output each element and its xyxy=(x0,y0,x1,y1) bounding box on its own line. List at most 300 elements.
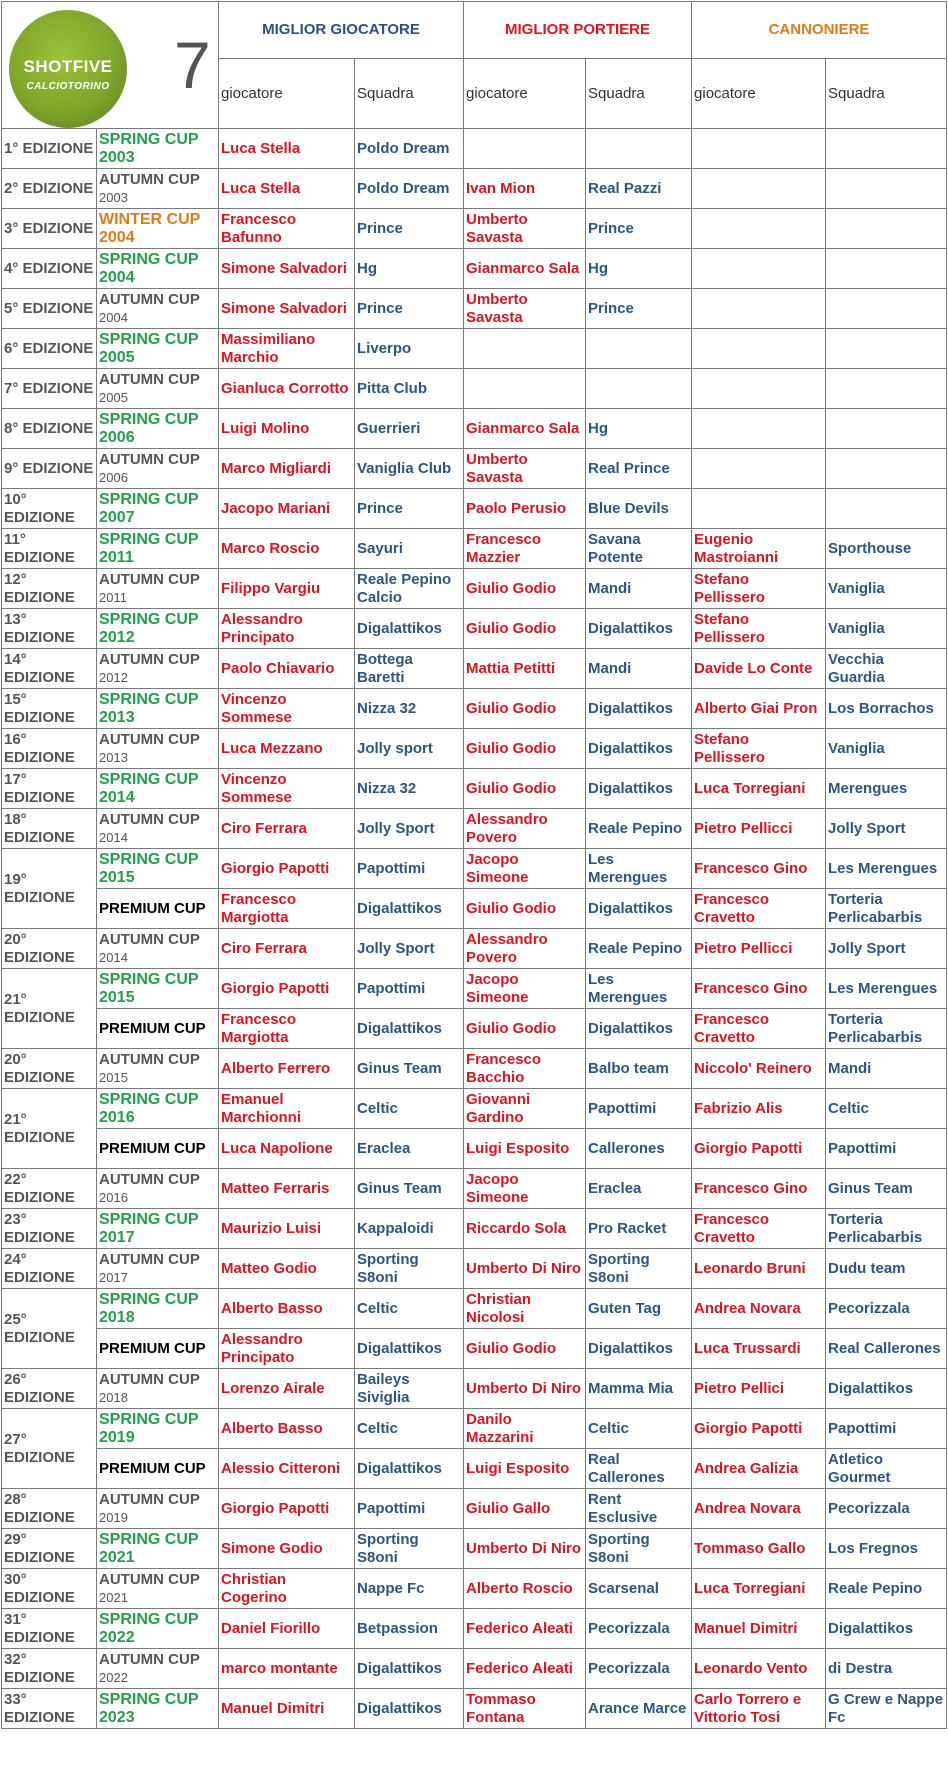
edition-cell: 6° EDIZIONE xyxy=(2,329,97,369)
table-row xyxy=(2,569,947,609)
cup-name: PREMIUM CUP xyxy=(99,1019,206,1037)
cup-cell xyxy=(97,1329,219,1369)
logo-number: 7 xyxy=(174,28,211,102)
table-row xyxy=(2,249,947,289)
cup-cell xyxy=(97,929,219,969)
cup-name: AUTUMN CUP xyxy=(99,1490,200,1508)
best-player-team: Betpassion xyxy=(355,1609,464,1649)
table-row xyxy=(2,1529,947,1569)
table-row xyxy=(2,689,947,729)
best-goalkeeper-name: Umberto Di Niro xyxy=(464,1249,586,1289)
best-player-team: Sayuri xyxy=(355,529,464,569)
table-row xyxy=(2,1489,947,1529)
cup-year: 2004 xyxy=(99,228,135,246)
table-row xyxy=(2,409,947,449)
cup-cell xyxy=(97,129,219,169)
top-scorer-team: Pecorizzala xyxy=(826,1489,947,1529)
best-player-team: Nappe Fc xyxy=(355,1569,464,1609)
best-goalkeeper-team: Hg xyxy=(586,249,692,289)
top-scorer-name: Niccolo' Reinero xyxy=(692,1049,826,1089)
best-player-team: Digalattikos xyxy=(355,1449,464,1489)
best-goalkeeper-team: Real Callerones xyxy=(586,1449,692,1489)
best-goalkeeper-name xyxy=(464,369,586,409)
table-row xyxy=(2,1569,947,1609)
cup-name: AUTUMN CUP xyxy=(99,1570,200,1588)
cup-cell xyxy=(97,1409,219,1449)
best-goalkeeper-team xyxy=(586,369,692,409)
best-player-name: Marco Migliardi xyxy=(219,449,355,489)
top-scorer-name: Giorgio Papotti xyxy=(692,1409,826,1449)
best-player-name: Daniel Fiorillo xyxy=(219,1609,355,1649)
edition-cell: 23° EDIZIONE xyxy=(2,1209,97,1249)
edition-cell: 20° EDIZIONE xyxy=(2,1049,97,1089)
cup-name: AUTUMN CUP xyxy=(99,1250,200,1268)
table-row xyxy=(2,209,947,249)
top-scorer-team: Jolly Sport xyxy=(826,929,947,969)
cup-cell xyxy=(97,209,219,249)
best-player-name: Christian Cogerino xyxy=(219,1569,355,1609)
table-row xyxy=(2,849,947,889)
best-player-team: Papottimi xyxy=(355,969,464,1009)
cup-cell xyxy=(97,1089,219,1129)
best-goalkeeper-name: Francesco Bacchio xyxy=(464,1049,586,1089)
cup-year: 2017 xyxy=(99,1269,128,1285)
top-scorer-name: Alberto Giai Pron xyxy=(692,689,826,729)
top-scorer-name xyxy=(692,409,826,449)
edition-cell: 10° EDIZIONE xyxy=(2,489,97,529)
table-row xyxy=(2,1609,947,1649)
edition-cell: 21° EDIZIONE xyxy=(2,1089,97,1169)
best-goalkeeper-team: Celtic xyxy=(586,1409,692,1449)
top-scorer-name: Pietro Pellicci xyxy=(692,929,826,969)
top-scorer-name: Pietro Pellici xyxy=(692,1369,826,1409)
cup-year: 2014 xyxy=(99,949,128,965)
best-goalkeeper-name: Francesco Mazzier xyxy=(464,529,586,569)
best-player-name: Alberto Ferrero xyxy=(219,1049,355,1089)
cup-cell xyxy=(97,329,219,369)
edition-cell: 15° EDIZIONE xyxy=(2,689,97,729)
cup-name: SPRING CUP xyxy=(99,690,199,708)
top-scorer-team: Vecchia Guardia xyxy=(826,649,947,689)
group-header-best-player: MIGLIOR GIOCATORE xyxy=(219,2,464,59)
best-goalkeeper-name: Giulio Godio xyxy=(464,609,586,649)
top-scorer-team: Merengues xyxy=(826,769,947,809)
best-goalkeeper-name xyxy=(464,329,586,369)
edition-cell: 31° EDIZIONE xyxy=(2,1609,97,1649)
logo-brand-bottom: CALCIOTORINO xyxy=(26,81,110,92)
top-scorer-team: Vaniglia xyxy=(826,729,947,769)
table-row xyxy=(2,1089,947,1129)
edition-cell: 30° EDIZIONE xyxy=(2,1569,97,1609)
cup-name: SPRING CUP xyxy=(99,850,199,868)
table-row xyxy=(2,1009,947,1049)
cup-year: 2021 xyxy=(99,1589,128,1605)
best-player-name: Luca Stella xyxy=(219,169,355,209)
cup-name: SPRING CUP xyxy=(99,1290,199,1308)
edition-cell: 29° EDIZIONE xyxy=(2,1529,97,1569)
best-player-team: Prince xyxy=(355,489,464,529)
table-row xyxy=(2,729,947,769)
top-scorer-team: Digalattikos xyxy=(826,1369,947,1409)
table-row xyxy=(2,929,947,969)
top-scorer-team xyxy=(826,169,947,209)
edition-cell: 16° EDIZIONE xyxy=(2,729,97,769)
cup-year: 2017 xyxy=(99,1228,135,1246)
best-goalkeeper-team: Reale Pepino xyxy=(586,929,692,969)
top-scorer-name: Francesco Cravetto xyxy=(692,889,826,929)
top-scorer-team: Digalattikos xyxy=(826,1609,947,1649)
top-scorer-team: Les Merengues xyxy=(826,969,947,1009)
best-goalkeeper-name: Federico Aleati xyxy=(464,1649,586,1689)
best-goalkeeper-name: Ivan Mion xyxy=(464,169,586,209)
best-player-team: Jolly Sport xyxy=(355,929,464,969)
best-goalkeeper-name: Giulio Godio xyxy=(464,1009,586,1049)
best-player-name: Giorgio Papotti xyxy=(219,969,355,1009)
edition-cell: 27° EDIZIONE xyxy=(2,1409,97,1489)
best-player-team: Poldo Dream xyxy=(355,129,464,169)
table-row xyxy=(2,1649,947,1689)
top-scorer-name xyxy=(692,489,826,529)
best-player-name: Luigi Molino xyxy=(219,409,355,449)
best-goalkeeper-name xyxy=(464,129,586,169)
best-player-team: Bottega Baretti xyxy=(355,649,464,689)
cup-year: 2022 xyxy=(99,1628,135,1646)
cup-year: 2011 xyxy=(99,548,134,566)
cup-cell xyxy=(97,1009,219,1049)
cup-cell xyxy=(97,569,219,609)
cup-cell xyxy=(97,1289,219,1329)
cup-cell xyxy=(97,1449,219,1489)
top-scorer-name: Luca Trussardi xyxy=(692,1329,826,1369)
top-scorer-name: Fabrizio Alis xyxy=(692,1089,826,1129)
table-row xyxy=(2,889,947,929)
edition-cell: 33° EDIZIONE xyxy=(2,1689,97,1729)
best-player-name: Maurizio Luisi xyxy=(219,1209,355,1249)
top-scorer-team xyxy=(826,489,947,529)
top-scorer-team: Les Merengues xyxy=(826,849,947,889)
cup-cell xyxy=(97,849,219,889)
top-scorer-team: Los Borrachos xyxy=(826,689,947,729)
best-player-name: Paolo Chiavario xyxy=(219,649,355,689)
edition-cell: 24° EDIZIONE xyxy=(2,1249,97,1289)
best-goalkeeper-team: Digalattikos xyxy=(586,1009,692,1049)
cup-year: 2018 xyxy=(99,1308,135,1326)
table-row xyxy=(2,609,947,649)
best-goalkeeper-team: Pecorizzala xyxy=(586,1649,692,1689)
cup-name: AUTUMN CUP xyxy=(99,1050,200,1068)
col-header-player: giocatore xyxy=(219,59,355,129)
best-player-name: Manuel Dimitri xyxy=(219,1689,355,1729)
cup-name: AUTUMN CUP xyxy=(99,170,200,188)
best-goalkeeper-team: Real Pazzi xyxy=(586,169,692,209)
best-goalkeeper-name: Giulio Godio xyxy=(464,769,586,809)
best-goalkeeper-team: Mandi xyxy=(586,569,692,609)
top-scorer-team: Torteria Perlicabarbis xyxy=(826,1209,947,1249)
best-player-team: Celtic xyxy=(355,1409,464,1449)
best-goalkeeper-name: Tommaso Fontana xyxy=(464,1689,586,1729)
best-goalkeeper-team: Sporting S8oni xyxy=(586,1249,692,1289)
best-player-team: Prince xyxy=(355,209,464,249)
cup-name: PREMIUM CUP xyxy=(99,899,206,917)
table-row xyxy=(2,529,947,569)
best-goalkeeper-name: Alessandro Povero xyxy=(464,809,586,849)
cup-year: 2013 xyxy=(99,749,128,765)
edition-cell: 3° EDIZIONE xyxy=(2,209,97,249)
top-scorer-name xyxy=(692,209,826,249)
table-row xyxy=(2,1129,947,1169)
top-scorer-team: Torteria Perlicabarbis xyxy=(826,889,947,929)
top-scorer-team: Dudu team xyxy=(826,1249,947,1289)
top-scorer-team xyxy=(826,129,947,169)
best-goalkeeper-team: Balbo team xyxy=(586,1049,692,1089)
top-scorer-name: Francesco Cravetto xyxy=(692,1009,826,1049)
cup-cell xyxy=(97,969,219,1009)
cup-year: 2016 xyxy=(99,1108,135,1126)
edition-cell: 21° EDIZIONE xyxy=(2,969,97,1049)
top-scorer-team: Pecorizzala xyxy=(826,1289,947,1329)
table-row xyxy=(2,1449,947,1489)
cup-year: 2022 xyxy=(99,1669,128,1685)
top-scorer-team: Vaniglia xyxy=(826,569,947,609)
best-goalkeeper-team: Pro Racket xyxy=(586,1209,692,1249)
best-player-team: Kappaloidi xyxy=(355,1209,464,1249)
top-scorer-team xyxy=(826,209,947,249)
best-player-name: Giorgio Papotti xyxy=(219,849,355,889)
cup-name: SPRING CUP xyxy=(99,970,199,988)
cup-cell xyxy=(97,689,219,729)
edition-cell: 2° EDIZIONE xyxy=(2,169,97,209)
best-goalkeeper-name: Jacopo Simeone xyxy=(464,849,586,889)
cup-cell xyxy=(97,1609,219,1649)
best-player-name: Luca Stella xyxy=(219,129,355,169)
table-row xyxy=(2,329,947,369)
best-goalkeeper-name: Gianmarco Sala xyxy=(464,249,586,289)
best-player-team: Sporting S8oni xyxy=(355,1249,464,1289)
top-scorer-team: Ginus Team xyxy=(826,1169,947,1209)
best-goalkeeper-name: Umberto Savasta xyxy=(464,449,586,489)
best-player-team: Liverpo xyxy=(355,329,464,369)
top-scorer-team xyxy=(826,409,947,449)
top-scorer-team: Jolly Sport xyxy=(826,809,947,849)
cup-year: 2023 xyxy=(99,1708,135,1726)
table-row xyxy=(2,369,947,409)
top-scorer-name: Francesco Gino xyxy=(692,1169,826,1209)
cup-cell xyxy=(97,729,219,769)
best-goalkeeper-name: Umberto Di Niro xyxy=(464,1529,586,1569)
best-goalkeeper-team: Prince xyxy=(586,289,692,329)
top-scorer-name: Francesco Gino xyxy=(692,969,826,1009)
best-goalkeeper-team: Callerones xyxy=(586,1129,692,1169)
cup-name: AUTUMN CUP xyxy=(99,570,200,588)
cup-cell xyxy=(97,1169,219,1209)
cup-year: 2012 xyxy=(99,669,128,685)
cup-cell xyxy=(97,249,219,289)
cup-year: 2007 xyxy=(99,508,135,526)
top-scorer-team: Sporthouse xyxy=(826,529,947,569)
edition-cell: 11° EDIZIONE xyxy=(2,529,97,569)
cup-name: PREMIUM CUP xyxy=(99,1339,206,1357)
cup-name: AUTUMN CUP xyxy=(99,370,200,388)
best-goalkeeper-team: Rent Esclusive xyxy=(586,1489,692,1529)
best-goalkeeper-name: Federico Aleati xyxy=(464,1609,586,1649)
edition-cell: 18° EDIZIONE xyxy=(2,809,97,849)
best-goalkeeper-name: Alessandro Povero xyxy=(464,929,586,969)
top-scorer-name: Luca Torregiani xyxy=(692,769,826,809)
top-scorer-team: Papottimi xyxy=(826,1409,947,1449)
cup-name: AUTUMN CUP xyxy=(99,1370,200,1388)
col-header-scorer: giocatore xyxy=(692,59,826,129)
table-row xyxy=(2,1289,947,1329)
best-player-name: Gianluca Corrotto xyxy=(219,369,355,409)
best-goalkeeper-team: Arance Marce xyxy=(586,1689,692,1729)
best-goalkeeper-name: Jacopo Simeone xyxy=(464,969,586,1009)
top-scorer-team: Real Callerones xyxy=(826,1329,947,1369)
cup-name: SPRING CUP xyxy=(99,130,199,148)
cup-name: SPRING CUP xyxy=(99,1090,199,1108)
cup-cell xyxy=(97,1649,219,1689)
best-player-name: Alberto Basso xyxy=(219,1409,355,1449)
edition-cell: 19° EDIZIONE xyxy=(2,849,97,929)
cup-name: SPRING CUP xyxy=(99,1530,199,1548)
cup-cell xyxy=(97,409,219,449)
col-header-team: Squadra xyxy=(355,59,464,129)
top-scorer-name xyxy=(692,249,826,289)
best-player-name: Marco Roscio xyxy=(219,529,355,569)
top-scorer-name: Stefano Pellissero xyxy=(692,609,826,649)
cup-cell xyxy=(97,1369,219,1409)
cup-name: SPRING CUP xyxy=(99,770,199,788)
edition-cell: 20° EDIZIONE xyxy=(2,929,97,969)
best-player-team: Nizza 32 xyxy=(355,689,464,729)
best-goalkeeper-team: Les Merengues xyxy=(586,849,692,889)
best-player-team: Nizza 32 xyxy=(355,769,464,809)
best-player-team: Ginus Team xyxy=(355,1049,464,1089)
cup-name: SPRING CUP xyxy=(99,1610,199,1628)
best-goalkeeper-name: Giulio Godio xyxy=(464,729,586,769)
cup-name: SPRING CUP xyxy=(99,330,199,348)
edition-cell: 17° EDIZIONE xyxy=(2,769,97,809)
best-player-name: Simone Salvadori xyxy=(219,289,355,329)
cup-year: 2005 xyxy=(99,348,135,366)
best-goalkeeper-team: Eraclea xyxy=(586,1169,692,1209)
cup-name: SPRING CUP xyxy=(99,530,199,548)
best-player-name: Luca Napolione xyxy=(219,1129,355,1169)
best-goalkeeper-team: Les Merengues xyxy=(586,969,692,1009)
edition-cell: 5° EDIZIONE xyxy=(2,289,97,329)
best-player-name: Alberto Basso xyxy=(219,1289,355,1329)
logo-badge xyxy=(9,10,127,128)
cup-name: PREMIUM CUP xyxy=(99,1139,206,1157)
brand-logo xyxy=(2,2,219,129)
cup-year: 2012 xyxy=(99,628,135,646)
awards-table xyxy=(1,1,947,1729)
table-row xyxy=(2,1249,947,1289)
best-player-team: Papottimi xyxy=(355,1489,464,1529)
table-row xyxy=(2,969,947,1009)
best-goalkeeper-team: Prince xyxy=(586,209,692,249)
table-row xyxy=(2,1209,947,1249)
top-scorer-name xyxy=(692,449,826,489)
top-scorer-name xyxy=(692,329,826,369)
best-player-team: Guerrieri xyxy=(355,409,464,449)
cup-year: 2016 xyxy=(99,1189,128,1205)
best-goalkeeper-name: Christian Nicolosi xyxy=(464,1289,586,1329)
best-goalkeeper-team: Scarsenal xyxy=(586,1569,692,1609)
cup-cell xyxy=(97,1529,219,1569)
best-goalkeeper-name: Umberto Savasta xyxy=(464,289,586,329)
cup-year: 2014 xyxy=(99,829,128,845)
cup-name: AUTUMN CUP xyxy=(99,1650,200,1668)
edition-cell: 12° EDIZIONE xyxy=(2,569,97,609)
cup-year: 2003 xyxy=(99,148,135,166)
best-player-team: Digalattikos xyxy=(355,1009,464,1049)
cup-name: SPRING CUP xyxy=(99,250,199,268)
best-goalkeeper-name: Alberto Roscio xyxy=(464,1569,586,1609)
best-player-team: Digalattikos xyxy=(355,609,464,649)
best-goalkeeper-team: Digalattikos xyxy=(586,1329,692,1369)
cup-year: 2011 xyxy=(99,589,127,605)
cup-cell xyxy=(97,1569,219,1609)
best-goalkeeper-name: Umberto Savasta xyxy=(464,209,586,249)
top-scorer-name: Carlo Torrero e Vittorio Tosi xyxy=(692,1689,826,1729)
best-player-team: Poldo Dream xyxy=(355,169,464,209)
best-goalkeeper-team: Mamma Mia xyxy=(586,1369,692,1409)
table-row xyxy=(2,1049,947,1089)
best-goalkeeper-name: Danilo Mazzarini xyxy=(464,1409,586,1449)
best-goalkeeper-name: Giulio Godio xyxy=(464,889,586,929)
cup-year: 2013 xyxy=(99,708,135,726)
best-goalkeeper-team: Blue Devils xyxy=(586,489,692,529)
cup-name: SPRING CUP xyxy=(99,610,199,628)
logo-brand-top: SHOTFIVE xyxy=(23,57,113,76)
top-scorer-team xyxy=(826,449,947,489)
table-row xyxy=(2,489,947,529)
best-goalkeeper-team: Hg xyxy=(586,409,692,449)
edition-cell: 22° EDIZIONE xyxy=(2,1169,97,1209)
best-goalkeeper-team: Digalattikos xyxy=(586,769,692,809)
top-scorer-team: Torteria Perlicabarbis xyxy=(826,1009,947,1049)
top-scorer-team: Mandi xyxy=(826,1049,947,1089)
best-goalkeeper-name: Giovanni Gardino xyxy=(464,1089,586,1129)
cup-cell xyxy=(97,289,219,329)
cup-cell xyxy=(97,1129,219,1169)
best-goalkeeper-team: Real Prince xyxy=(586,449,692,489)
best-player-name: Giorgio Papotti xyxy=(219,1489,355,1529)
cup-cell xyxy=(97,1689,219,1729)
cup-cell xyxy=(97,1489,219,1529)
cup-year: 2004 xyxy=(99,268,135,286)
best-player-name: Ciro Ferrara xyxy=(219,929,355,969)
cup-name: AUTUMN CUP xyxy=(99,930,200,948)
top-scorer-name: Andrea Galizia xyxy=(692,1449,826,1489)
best-player-name: Vincenzo Sommese xyxy=(219,769,355,809)
cup-cell xyxy=(97,489,219,529)
table-row xyxy=(2,1369,947,1409)
top-scorer-team: Celtic xyxy=(826,1089,947,1129)
top-scorer-name: Andrea Novara xyxy=(692,1489,826,1529)
best-player-name: Alessandro Principato xyxy=(219,1329,355,1369)
best-goalkeeper-team: Digalattikos xyxy=(586,889,692,929)
best-player-team: Baileys Siviglia xyxy=(355,1369,464,1409)
cup-cell xyxy=(97,369,219,409)
cup-cell xyxy=(97,1049,219,1089)
cup-year: 2015 xyxy=(99,988,135,1006)
edition-cell: 32° EDIZIONE xyxy=(2,1649,97,1689)
table-row xyxy=(2,1409,947,1449)
table-row xyxy=(2,129,947,169)
best-player-name: Massimiliano Marchio xyxy=(219,329,355,369)
best-player-team: Prince xyxy=(355,289,464,329)
